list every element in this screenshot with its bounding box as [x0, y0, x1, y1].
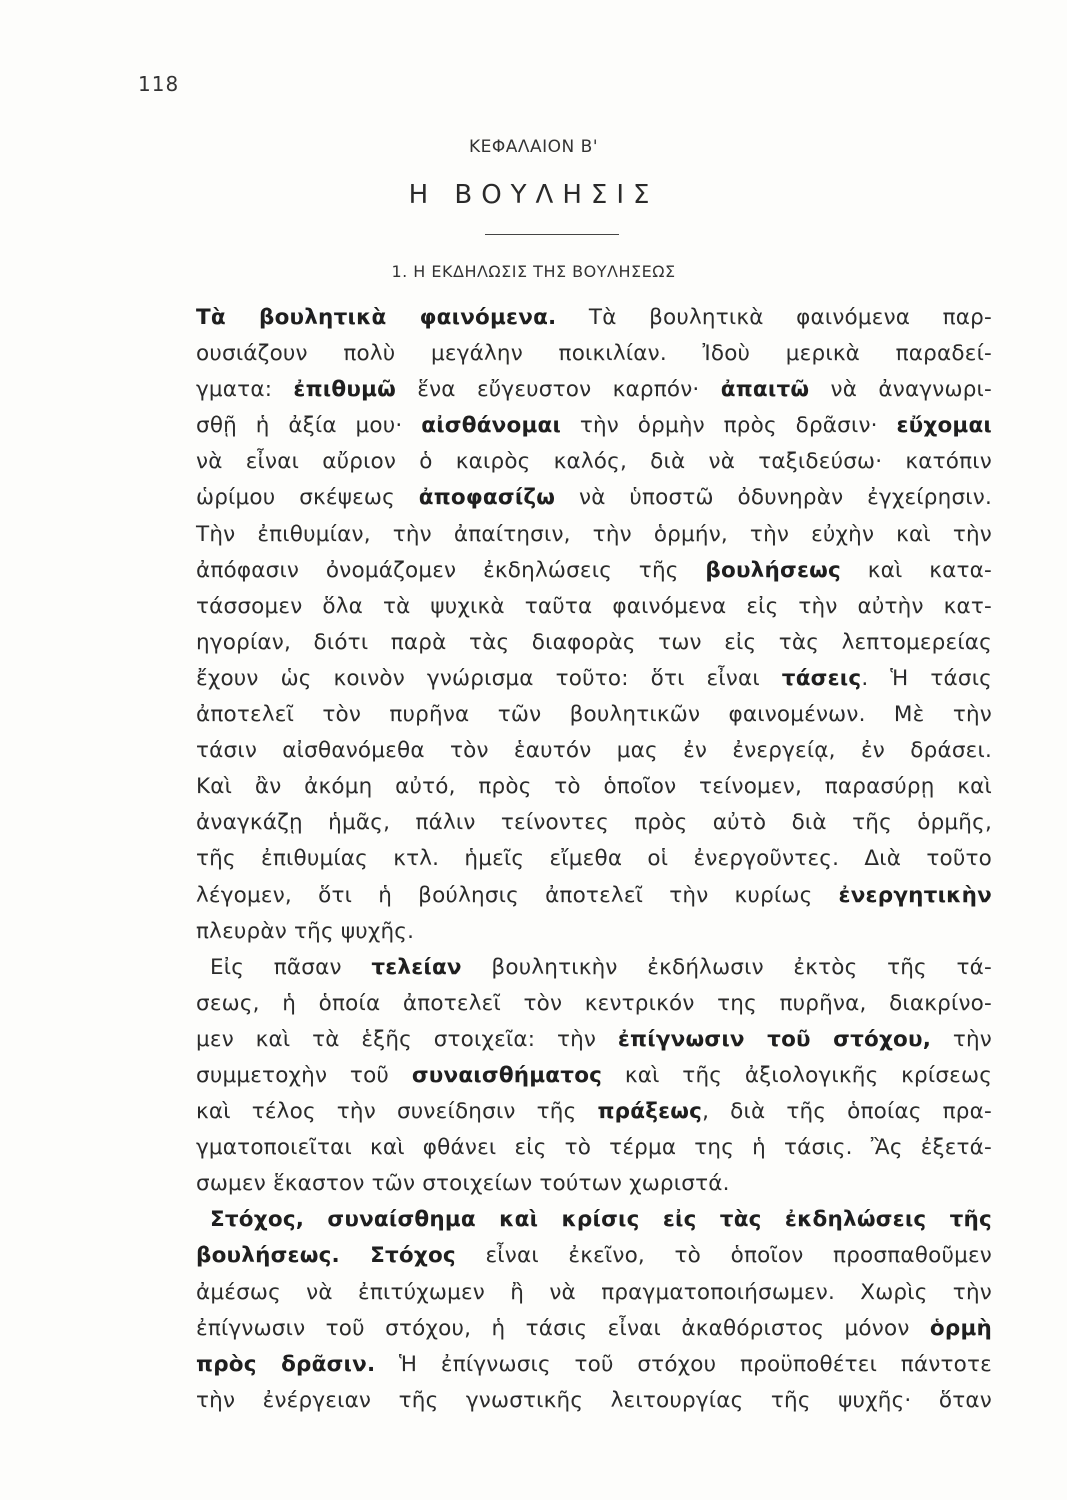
text-run: λέγομεν, ὅτι ἡ βούλησις ἀποτελεῖ τὴν κυρίως — [196, 882, 839, 908]
text-run: πλευρὰν τῆς ψυχῆς. — [196, 918, 415, 944]
text-run: τὴν ὁρμὴν πρὸς δρᾶσιν· — [561, 413, 897, 439]
text-run: ηγορίαν, διότι παρὰ τὰς διαφορὰς των εἰς τὰς λεπτομερείας — [196, 629, 992, 655]
text-run: βουλητικὴν ἐκδήλωσιν ἐκτὸς τῆς τά- — [461, 954, 992, 980]
section-heading: 1. Η ΕΚΔΗΛΩΣΙΣ ΤΗΣ ΒΟΥΛΗΣΕΩΣ — [391, 262, 676, 281]
emphasized-term: βουλήσεως — [705, 557, 841, 583]
text-line — [196, 1058, 992, 1094]
text-run: ἀναγκάζῃ ἡμᾶς, πάλιν τείνοντες πρὸς αὐτὸ διὰ τῆς ὁρμῆς, — [196, 810, 992, 836]
text-run: τάσιν αἰσθανόμεθα τὸν ἑαυτόν μας ἐν ἐνεργείᾳ, ἐν δράσει. — [196, 738, 992, 764]
text-run: Τὰ βουλητικὰ φαινόμενα παρ- — [556, 305, 992, 330]
text-line — [196, 950, 992, 986]
text-line — [196, 661, 992, 697]
text-run: Ἡ ἐπίγνωσις τοῦ στόχου προϋποθέτει πάντοτε — [375, 1351, 992, 1377]
page-number: 118 — [138, 72, 180, 96]
text-run: νὰ ἀναγνωρι- — [809, 377, 992, 403]
text-run: νὰ εἶναι αὔριον ὁ καιρὸς καλός, διὰ νὰ ταξιδεύσω· κατόπιν — [196, 449, 992, 475]
text-run: συμμετοχὴν τοῦ — [196, 1062, 412, 1088]
text-line — [196, 697, 992, 733]
text-line — [196, 300, 992, 336]
text-run: , διὰ τῆς ὁποίας πρα- — [702, 1099, 992, 1125]
text-line — [196, 769, 992, 805]
text-line — [196, 336, 992, 372]
text-line — [196, 986, 992, 1022]
text-run: καὶ τέλος τὴν συνείδησιν τῆς — [196, 1099, 598, 1125]
text-line — [196, 1166, 992, 1202]
emphasized-term: Στόχος, συναίσθημα καὶ κρίσις εἰς τὰς ἐκδηλώσεις τῆς — [210, 1207, 992, 1233]
emphasized-term: τελείαν — [371, 954, 462, 980]
emphasized-term: εὔχομαι — [896, 413, 992, 439]
chapter-label: ΚΕΦΑΛΑΙΟΝ Β' — [468, 137, 598, 157]
text-run: τὴν — [931, 1026, 992, 1052]
text-line — [196, 1202, 992, 1238]
text-line — [196, 805, 992, 841]
emphasized-term: ὁρμὴ — [929, 1315, 992, 1341]
text-run: ἀπόφασιν ὀνομάζομεν ἐκδηλώσεις τῆς — [196, 557, 706, 583]
text-line — [196, 1130, 992, 1166]
text-run: σεως, ἡ ὁποία ἀποτελεῖ τὸν κεντρικόν της πυρῆνα, διακρίνο- — [196, 990, 992, 1016]
text-run: εἶναι ἐκεῖνο, τὸ ὁποῖον προσπαθοῦμεν — [455, 1243, 992, 1269]
text-run: ουσιάζουν πολὺ μεγάλην ποικιλίαν. Ἰδοὺ μερικὰ παραδεί- — [196, 341, 992, 367]
emphasized-term: βουλήσεως. Στόχος — [196, 1243, 456, 1269]
text-line — [196, 480, 992, 516]
text-line — [196, 517, 992, 553]
emphasized-term: ἀπαιτῶ — [720, 377, 810, 403]
text-run: σωμεν ἕκαστον τῶν στοιχείων τούτων χωριστά. — [196, 1171, 730, 1197]
text-run: ἀποτελεῖ τὸν πυρῆνα τῶν βουλητικῶν φαινομένων. Μὲ τὴν — [196, 702, 992, 728]
emphasized-term: ἀποφασίζω — [418, 485, 556, 511]
text-line — [196, 372, 992, 408]
text-run: μεν καὶ τὰ ἑξῆς στοιχεῖα: τὴν — [196, 1026, 618, 1052]
text-line — [196, 1383, 992, 1419]
body-text — [196, 300, 992, 1419]
text-line — [196, 589, 992, 625]
text-run: Εἰς πᾶσαν — [210, 954, 372, 980]
text-run: γματα: — [196, 377, 294, 403]
text-line — [196, 408, 992, 444]
text-run: ἐπίγνωσιν τοῦ στόχου, ἡ τάσις εἶναι ἀκαθόριστος μόνον — [196, 1315, 930, 1341]
text-line — [196, 1347, 992, 1383]
emphasized-term: τάσεις — [781, 665, 862, 691]
text-run: ἀμέσως νὰ ἐπιτύχωμεν ἢ νὰ πραγματοποιήσωμεν. Χωρὶς τὴν — [196, 1279, 992, 1305]
emphasized-term: ἐνεργητικὴν — [838, 882, 992, 908]
text-line — [196, 1275, 992, 1311]
text-line — [196, 733, 992, 769]
chapter-title: Η ΒΟΥΛΗΣΙΣ — [408, 180, 659, 210]
text-run: ἔχουν ὡς κοινὸν γνώρισμα τοῦτο: ὅτι εἶναι — [196, 665, 782, 691]
emphasized-term: αἰσθάνομαι — [421, 413, 562, 439]
emphasized-term: Τὰ βουλητικὰ φαινόμενα. — [196, 305, 557, 330]
text-run: ἕνα εὔγευστον καρπόν· — [395, 377, 721, 403]
text-line — [196, 914, 992, 950]
text-run: Καὶ ἂν ἀκόμη αὐτό, πρὸς τὸ ὁποῖον τείνομεν, παρασύρῃ καὶ — [196, 774, 992, 800]
text-run: Τὴν ἐπιθυμίαν, τὴν ἀπαίτησιν, τὴν ὁρμήν, τὴν εὐχὴν καὶ τὴν — [196, 521, 992, 547]
text-line — [196, 841, 992, 877]
text-line — [196, 444, 992, 480]
text-run: τάσσομεν ὅλα τὰ ψυχικὰ ταῦτα φαινόμενα εἰς τὴν αὐτὴν κατ- — [196, 593, 992, 619]
text-line — [196, 553, 992, 589]
emphasized-term: πρὸς δρᾶσιν. — [196, 1351, 376, 1377]
text-line — [196, 1238, 992, 1274]
text-line — [196, 878, 992, 914]
emphasized-term: ἐπιθυμῶ — [293, 377, 396, 403]
text-line — [196, 1022, 992, 1058]
text-run: γματοποιεῖται καὶ φθάνει εἰς τὸ τέρμα της ἡ τάσις. Ἂς ἐξετά- — [196, 1135, 992, 1161]
emphasized-term: ἐπίγνωσιν τοῦ στόχου, — [617, 1026, 932, 1052]
text-run: καὶ κατα- — [840, 557, 992, 583]
title-divider — [485, 234, 619, 235]
text-run: τὴν ἐνέργειαν τῆς γνωστικῆς λειτουργίας τῆς ψυχῆς· ὅταν — [196, 1387, 992, 1413]
text-line — [196, 1311, 992, 1347]
emphasized-term: συναισθήματος — [411, 1062, 603, 1088]
text-run: νὰ ὑποστῶ ὀδυνηρὰν ἐγχείρησιν. — [555, 485, 992, 511]
text-line — [196, 1094, 992, 1130]
text-line — [196, 625, 992, 661]
text-run: . Ἡ τάσις — [861, 665, 992, 691]
text-run: τῆς ἐπιθυμίας κτλ. ἡμεῖς εἴμεθα οἱ ἐνεργοῦντες. Διὰ τοῦτο — [196, 846, 992, 872]
emphasized-term: πράξεως — [597, 1099, 703, 1125]
text-run: καὶ τῆς ἀξιολογικῆς κρίσεως — [602, 1062, 993, 1088]
text-run: ὡρίμου σκέψεως — [196, 485, 419, 511]
text-run: σθῇ ἡ ἀξία μου· — [196, 413, 422, 439]
